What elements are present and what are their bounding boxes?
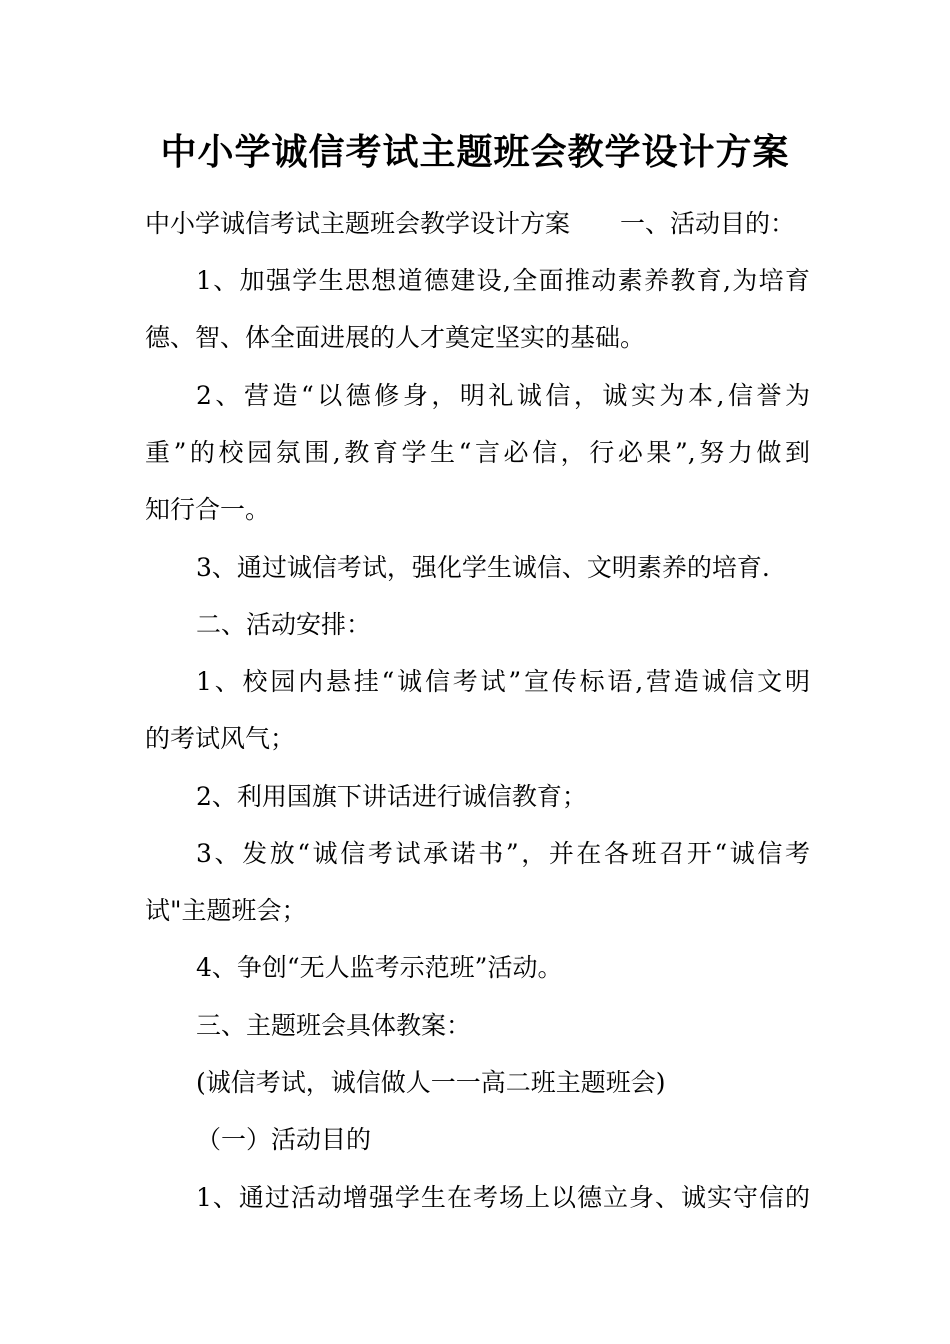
section-heading-activity-purpose: 一、活动目的： xyxy=(620,209,796,238)
paragraph-line: 知行合一。 xyxy=(145,495,271,524)
intro-doc-name: 中小学诚信考试主题班会教学设计方案 xyxy=(145,209,571,238)
paragraph-line: 德、智、体全面进展的人才奠定坚实的基础。 xyxy=(145,323,646,352)
paragraph-line: 3、发放“诚信考试承诺书”，并在各班召开“诚信考 xyxy=(196,839,810,868)
section-heading: 二、活动安排： xyxy=(196,610,372,639)
paragraph-line: 1、校园内悬挂“诚信考试”宣传标语,营造诚信文明 xyxy=(196,667,810,696)
section-heading: 三、主题班会具体教案： xyxy=(196,1011,472,1040)
document-title: 中小学诚信考试主题班会教学设计方案 xyxy=(160,131,790,173)
paragraph-line: 重”的校园氛围,教育学生“言必信，行必果”,努力做到 xyxy=(145,438,810,467)
subsection-heading: （一）活动目的 xyxy=(196,1125,372,1154)
paragraph-line: 4、争创“无人监考示范班”活动。 xyxy=(196,953,563,982)
paragraph-line: 3、通过诚信考试，强化学生诚信、文明素养的培育. xyxy=(196,553,770,582)
paragraph-line: 2、利用国旗下讲话进行诚信教育； xyxy=(196,782,587,811)
intro-line xyxy=(145,207,810,241)
paragraph-line: (诚信考试，诚信做人一一高二班主题班会) xyxy=(196,1068,666,1097)
paragraph-line: 1、通过活动增强学生在考场上以德立身、诚实守信的 xyxy=(196,1183,810,1212)
paragraph-line: 的考试风气； xyxy=(145,724,296,753)
paragraph-line: 1、加强学生思想道德建设,全面推动素养教育,为培育 xyxy=(196,266,810,295)
paragraph-line: 2、营造“以德修身，明礼诚信，诚实为本,信誉为 xyxy=(196,381,810,410)
paragraph-line: 试"主题班会； xyxy=(145,896,307,925)
